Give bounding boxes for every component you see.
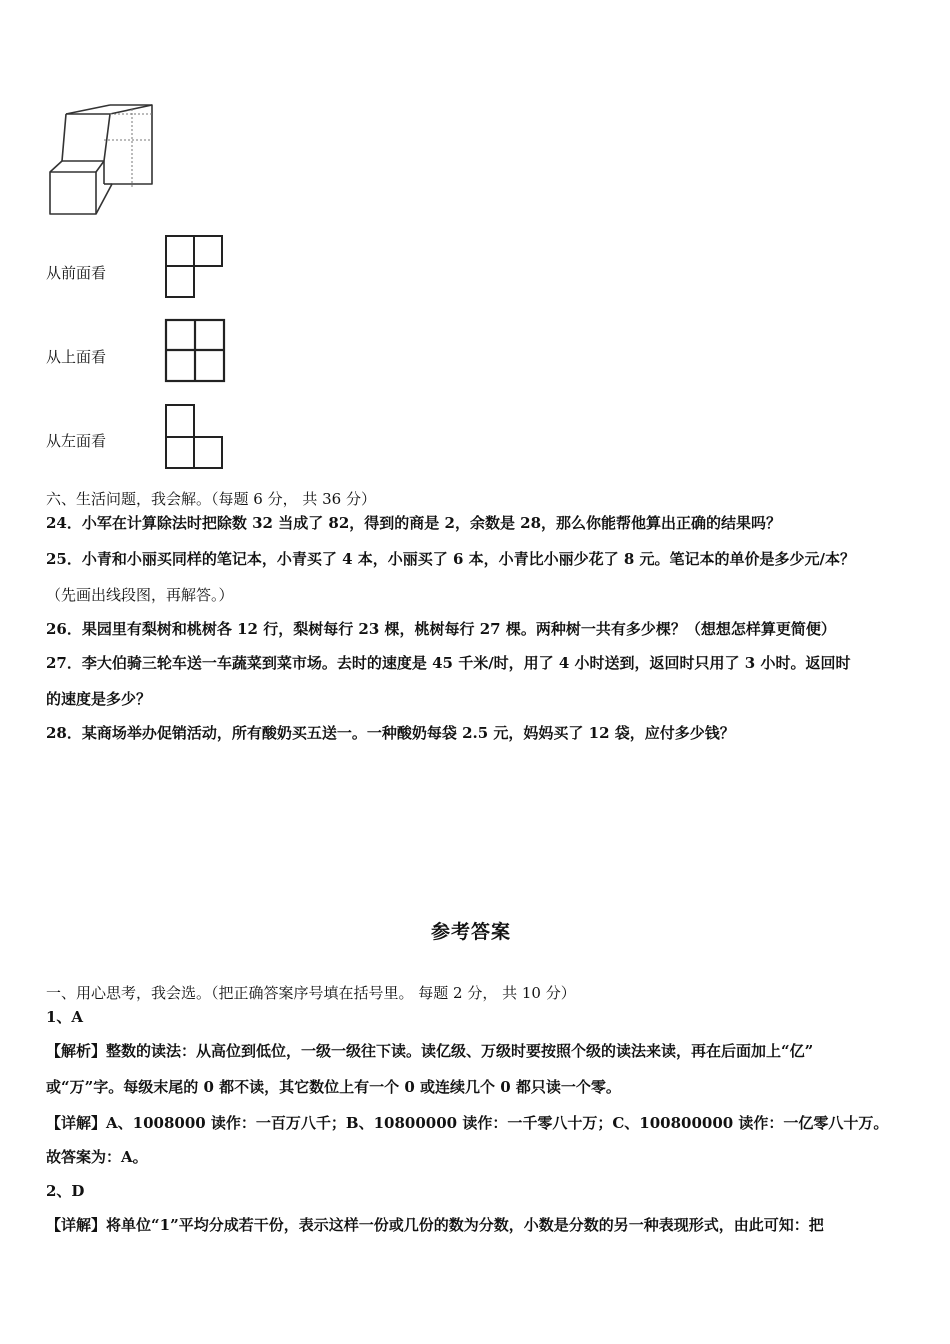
question-27-line2: 的速度是多少？ — [46, 690, 152, 708]
front-view-drawing — [164, 234, 226, 300]
question-27-line1: 27．李大伯骑三轮车送一车蔬菜到菜市场。去时的速度是 45 千米/时，用了 4 小时送到，返回时只用了 3 小时。返回时 — [46, 654, 851, 672]
answer-1-detail: 【详解】A、1008000 读作：一百万八千；B、10800000 读作：一千零八十万；C、100800000 读作：一亿零八十万。 — [46, 1114, 889, 1132]
answer-1-analysis-line2: 或“万”字。每级末尾的 0 都不读，其它数位上有一个 0 或连续几个 0 都只读一个零。 — [46, 1078, 621, 1096]
question-28: 28．某商场举办促销活动，所有酸奶买五送一。一种酸奶每袋 2.5 元，妈妈买了 12 袋，应付多少钱？ — [46, 724, 735, 742]
question-25-line1: 25．小青和小丽买同样的笔记本，小青买了 4 本，小丽买了 6 本，小青比小丽少花了 8 元。笔记本的单价是多少元/本？ — [46, 550, 856, 568]
answers-title: 参考答案 — [431, 921, 512, 943]
question-25-line2: （先画出线段图，再解答。） — [46, 586, 234, 604]
left-view-label: 从左面看 — [46, 432, 107, 450]
solid-figure — [44, 100, 159, 218]
answer-1: 1、A — [46, 1008, 84, 1026]
answer-2-detail: 【详解】将单位“1”平均分成若干份，表示这样一份或几份的数为分数，小数是分数的另一种表现形式，由此可知：把 — [46, 1216, 824, 1234]
question-26: 26．果园里有梨树和桃树各 12 行，梨树每行 23 棵，桃树每行 27 棵。两种树一共有多少棵？（想想怎样算更简便） — [46, 620, 836, 638]
top-view-label: 从上面看 — [46, 348, 107, 366]
answer-2: 2、D — [46, 1182, 85, 1200]
front-view-label: 从前面看 — [46, 264, 107, 282]
left-view-drawing — [164, 403, 226, 471]
answer-1-analysis-line1: 【解析】整数的读法：从高位到低位，一级一级往下读。读亿级、万级时要按照个级的读法来读，再在后面加上“亿” — [46, 1042, 814, 1060]
answers-section1-heading: 一、用心思考，我会选。（把正确答案序号填在括号里。 每题 2 分， 共 10 分） — [46, 984, 576, 1002]
top-view-drawing — [164, 318, 228, 384]
section6-heading: 六、生活问题，我会解。（每题 6 分， 共 36 分） — [46, 490, 376, 508]
question-24: 24．小军在计算除法时把除数 32 当成了 82，得到的商是 2，余数是 28，那么你能帮他算出正确的结果吗？ — [46, 514, 782, 532]
answer-1-conclusion: 故答案为：A。 — [46, 1148, 148, 1166]
